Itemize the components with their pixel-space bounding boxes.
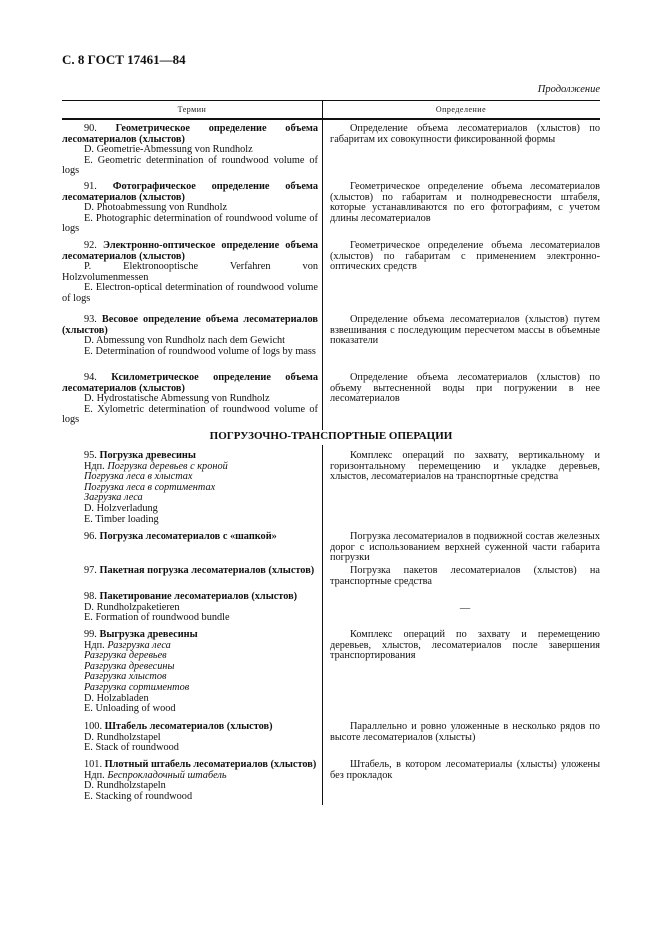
term-name: Геометрическое определение объема лесоматериалов (хлыстов) (62, 123, 319, 145)
definition-cell: Погрузка лесоматериалов в подвижной состав железных дорог с использованием верхней суженной части габарита погрузки (330, 531, 600, 564)
deprecated-term-text: Загрузка леса (84, 492, 143, 504)
section-heading: ПОГРУЗОЧНО-ТРАНСПОРТНЫЕ ОПЕРАЦИИ (62, 431, 600, 442)
english-equivalent: E. Timber loading (84, 513, 159, 525)
term-heading (62, 124, 318, 145)
term-name: Ксилометрическое определение объема лесоматериалов (хлыстов) (62, 372, 318, 394)
foreign-equivalent: D. Holzabladen (84, 692, 149, 704)
term-cell (62, 722, 318, 754)
term-cell (62, 315, 318, 357)
english-equivalent: E. Unloading of wood (84, 703, 176, 715)
english-equivalent: E. Stack of roundwood (84, 742, 179, 754)
deprecated-term-text: Погрузка леса в хлыстах (84, 471, 193, 483)
table-header-rule (62, 118, 600, 120)
deprecated-term-text: Беспрокладочный штабель (107, 769, 227, 781)
definition-cell: Определение объема лесоматериалов (хлыстов) по габаритам их совокупности фиксированной формы (330, 123, 600, 145)
term-cell (62, 630, 318, 715)
foreign-equivalent: D. Rundholzpaketieren (84, 601, 180, 613)
term-name: Электронно-оптическое определение объема лесоматериалов (хлыстов) (62, 240, 318, 262)
term-number: 93. (84, 314, 97, 325)
page-header: С. 8 ГОСТ 17461—84 (62, 52, 186, 67)
term-number: 97. (84, 565, 97, 576)
definition-cell: Параллельно и ровно уложенные в несколько рядов по высоте лесоматериалов (хлысты) (330, 721, 600, 743)
term-number: 94. (84, 372, 97, 383)
term-name: Фотографическое определение объема лесоматериалов (хлыстов) (62, 181, 318, 203)
term-name: Весовое определение объема лесоматериалов (хлыстов) (62, 314, 318, 336)
definition-cell: Определение объема лесоматериалов (хлыстов) путем взвешивания с последующим пересчетом массы в объемные показатели (330, 314, 600, 347)
english-equivalent: E. Geometric determination of roundwood volume of logs (62, 154, 318, 177)
term-number: 101. (84, 759, 103, 770)
term-cell (62, 451, 318, 525)
term-name: Пакетирование лесоматериалов (хлыстов) (99, 591, 298, 602)
term-cell (62, 532, 318, 543)
deprecated-term-text: Разгрузка древесины (84, 660, 175, 672)
deprecated-label: Ндп. (84, 460, 105, 472)
term-heading (62, 592, 318, 603)
term-heading (62, 532, 318, 543)
english-equivalent: E. Electron-optical determination of roundwood volume of logs (62, 282, 318, 304)
deprecated-term-text: Разгрузка сортиментов (84, 681, 190, 693)
term-cell (62, 592, 318, 624)
deprecated-term-text: Погрузка деревьев с кроной (107, 460, 228, 472)
definition-cell: Геометрическое определение объема лесоматериалов (хлыстов) по габаритам и полнодревесности штабеля, которые устанавливаются по его фотографиям, с учетом длины лесоматериалов (330, 181, 600, 224)
foreign-equivalent: D. Geometrie-Abmessung von Rundholz (84, 144, 253, 156)
deprecated-term-text: Погрузка леса в сортиментах (84, 481, 216, 493)
term-heading (62, 241, 318, 262)
english-equivalent: E. Stacking of roundwood (84, 790, 193, 802)
term-heading (62, 182, 318, 203)
continuation-label: Продолжение (537, 84, 600, 95)
term-number: 96. (84, 531, 97, 542)
term-heading (62, 722, 318, 733)
english-equivalent: E. Formation of roundwood bundle (84, 612, 230, 624)
foreign-equivalent: D. Rundholzstapel (84, 731, 161, 743)
deprecated-label: Ндп. (84, 639, 105, 651)
definition-cell: Геометрическое определение объема лесоматериалов (хлыстов) по габаритам с применением электронно-оптических средств (330, 240, 600, 273)
foreign-equivalent: D. Holzverladung (84, 502, 158, 514)
english-equivalent: E. Photographic determination of roundwood volume of logs (62, 212, 318, 235)
deprecated-term (62, 683, 318, 694)
term-cell (62, 373, 318, 426)
column-header-definition: Определение (435, 105, 487, 114)
term-heading (62, 566, 318, 577)
term-cell (62, 182, 318, 235)
deprecated-term-text: Разгрузка леса (107, 639, 171, 651)
english-equivalent: E. Determination of roundwood volume of logs by mass (84, 345, 316, 357)
foreign-equivalent: D. Hydrostatische Abmessung von Rundholz (84, 393, 270, 405)
definition-cell: — (459, 603, 471, 614)
foreign-equivalent: D. Rundholzstapeln (84, 780, 166, 792)
term-cell (62, 566, 318, 577)
definition-cell: Штабель, в котором лесоматериалы (хлысты) уложены без прокладок (330, 759, 600, 781)
term-number: 100. (84, 721, 103, 732)
english-equivalent: E. Xylometric determination of roundwood volume of logs (62, 403, 318, 426)
term-number: 92. (84, 240, 97, 251)
term-name: Пакетная погрузка лесоматериалов (хлыстов) (99, 565, 315, 576)
column-divider (322, 445, 323, 805)
term-heading (62, 315, 318, 336)
definition-cell: Определение объема лесоматериалов (хлыстов) по объему вытесненной воды при погружении в нее лесоматериалов (330, 372, 600, 405)
term-number: 91. (84, 181, 97, 192)
foreign-equivalent: D. Abmessung von Rundholz nach dem Gewicht (84, 335, 286, 347)
table-top-rule (62, 100, 600, 101)
term-number: 99. (84, 629, 97, 640)
term-name: Погрузка лесоматериалов с «шапкой» (99, 531, 277, 542)
term-name: Погрузка древесины (99, 450, 196, 461)
foreign-equivalent: D. Photoabmessung von Rundholz (84, 202, 228, 214)
term-cell (62, 760, 318, 802)
term-name: Плотный штабель лесоматериалов (хлыстов) (104, 759, 317, 770)
deprecated-term-text: Разгрузка деревьев (84, 650, 167, 662)
term-number: 98. (84, 591, 97, 602)
deprecated-term-text: Разгрузка хлыстов (84, 671, 167, 683)
column-divider (322, 100, 323, 430)
definition-cell: Комплекс операций по захвату, вертикальному и горизонтальному перемещению и укладке деревьев, хлыстов, лесоматериалов на транспортные средства (330, 450, 600, 483)
term-number: 95. (84, 450, 97, 461)
term-cell (62, 241, 318, 305)
term-heading (62, 373, 318, 394)
foreign-equivalent: P. Elektronooptische Verfahren von Holzvolumenmessen (62, 261, 318, 283)
term-number: 90. (84, 123, 97, 134)
definition-cell: Комплекс операций по захвату и перемещению деревьев, хлыстов, лесоматериалов после завершения транспортирования (330, 629, 600, 662)
deprecated-label: Ндп. (84, 769, 105, 781)
term-name: Выгрузка древесины (99, 629, 198, 640)
term-name: Штабель лесоматериалов (хлыстов) (104, 721, 273, 732)
term-cell (62, 124, 318, 177)
definition-cell: Погрузка пакетов лесоматериалов (хлыстов) на транспортные средства (330, 565, 600, 587)
column-header-term: Термин (177, 105, 207, 114)
